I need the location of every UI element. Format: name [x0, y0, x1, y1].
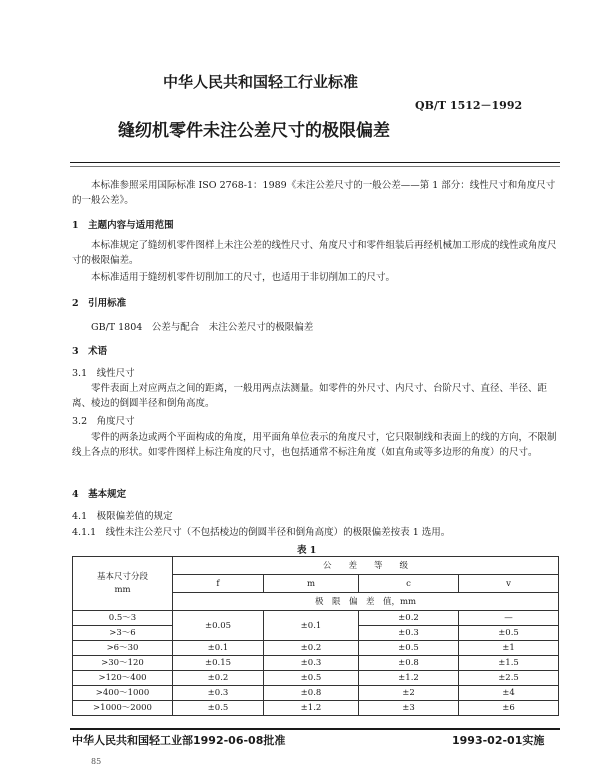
deviation-cell-v: ±1.5: [459, 656, 559, 671]
deviation-cell-c: ±0.5: [359, 641, 459, 656]
implementation-date: 1993-02-01实施: [452, 734, 545, 747]
deviation-cell-c: ±0.3: [359, 626, 459, 641]
tolerance-table: [72, 556, 559, 716]
size-range-header: [73, 557, 173, 611]
deviation-cell-f: ±0.05: [173, 611, 264, 641]
size-range-cell: >3～6: [73, 626, 173, 641]
subsection-4-1: 4.1 极限偏差值的规定: [72, 511, 173, 522]
footer-rule: [70, 728, 560, 730]
deviation-cell-f: ±0.2: [173, 671, 264, 686]
grade-c: c: [359, 575, 459, 593]
deviation-cell-m: ±0.2: [264, 641, 359, 656]
tolerance-grade-header: 公 差 等 级: [173, 557, 559, 575]
deviation-header: 极 限 偏 差 值，mm: [173, 593, 559, 611]
table-row: [73, 701, 559, 716]
issuing-authority: 中华人民共和国轻工行业标准: [163, 73, 359, 91]
deviation-cell-v: —: [459, 611, 559, 626]
subsection-4-1-1: 4.1.1 线性未注公差尺寸（不包括棱边的倒圆半径和倒角高度）的极限偏差按表 1 选用。: [72, 527, 451, 538]
table-row: [73, 656, 559, 671]
approval-line: 中华人民共和国轻工业部1992-06-08批准: [72, 734, 286, 747]
deviation-cell-v: ±6: [459, 701, 559, 716]
deviation-cell-m: ±0.5: [264, 671, 359, 686]
deviation-cell-v: ±0.5: [459, 626, 559, 641]
grade-v: v: [459, 575, 559, 593]
table-caption: 表 1: [297, 545, 317, 556]
deviation-cell-m: ±1.2: [264, 701, 359, 716]
deviation-cell-m: ±0.1: [264, 611, 359, 641]
term-1-heading: 3.1 线性尺寸: [72, 368, 135, 379]
deviation-cell-f: ±0.3: [173, 686, 264, 701]
reference-standard: GB/T 1804 公差与配合 未注公差尺寸的极限偏差: [91, 322, 314, 333]
deviation-cell-c: ±2: [359, 686, 459, 701]
size-range-header-label: 基本尺寸分段: [96, 571, 148, 582]
term-2-definition: 零件的两条边或两个平面构成的角度，用平面角单位表示的角度尺寸，它只限制线和表面上的线的方向，不限制线上各点的形状。如零件图样上标注角度的尺寸，也包括通常不标注角度（如直角或等多边形的角度）的尺寸。: [72, 432, 557, 458]
grade-f: f: [173, 575, 264, 593]
deviation-cell-v: ±2.5: [459, 671, 559, 686]
page-number: 85: [91, 757, 102, 766]
size-range-cell: 0.5～3: [73, 611, 173, 626]
table-row: [73, 671, 559, 686]
standard-code: QB/T 1512－1992: [415, 99, 523, 112]
size-range-header-unit: mm: [114, 584, 131, 595]
table-row: [73, 611, 559, 626]
table-row: [73, 686, 559, 701]
term-1-definition: 零件表面上对应两点之间的距离，一般用两点法测量。如零件的外尺寸、内尺寸、台阶尺寸、直径、半径、距离、棱边的倒圆半径和倒角高度。: [72, 383, 548, 409]
deviation-cell-m: ±0.8: [264, 686, 359, 701]
size-range-cell: >400～1000: [73, 686, 173, 701]
header-rule-thin: [70, 166, 560, 167]
deviation-cell-m: ±0.3: [264, 656, 359, 671]
intro-paragraph: 本标准参照采用国际标准 ISO 2768-1：1989《未注公差尺寸的一般公差——第 1 部分：线性尺寸和角度尺寸的一般公差》。: [72, 180, 556, 206]
deviation-cell-c: ±3: [359, 701, 459, 716]
size-range-cell: >6～30: [73, 641, 173, 656]
document-title: 缝纫机零件未注公差尺寸的极限偏差: [118, 121, 390, 141]
deviation-cell-c: ±0.8: [359, 656, 459, 671]
section-1-paragraph-1: 本标准规定了缝纫机零件图样上未注公差的线性尺寸、角度尺寸和零件组装后再经机械加工形成的线性或角度尺寸的极限偏差。: [72, 240, 557, 266]
deviation-cell-f: ±0.15: [173, 656, 264, 671]
section-1-heading: 1 主题内容与适用范围: [72, 220, 174, 231]
deviation-cell-c: ±0.2: [359, 611, 459, 626]
deviation-cell-c: ±1.2: [359, 671, 459, 686]
section-1-paragraph-2: 本标准适用于缝纫机零件切削加工的尺寸，也适用于非切削加工的尺寸。: [91, 272, 396, 283]
deviation-cell-f: ±0.5: [173, 701, 264, 716]
deviation-cell-f: ±0.1: [173, 641, 264, 656]
size-range-cell: >120～400: [73, 671, 173, 686]
size-range-cell: >30～120: [73, 656, 173, 671]
header-rule: [70, 162, 560, 163]
section-2-heading: 2 引用标准: [72, 298, 127, 309]
section-4-heading: 4 基本规定: [72, 489, 127, 500]
term-2-heading: 3.2 角度尺寸: [72, 416, 135, 427]
section-3-heading: 3 术语: [72, 346, 108, 357]
grade-m: m: [264, 575, 359, 593]
size-range-cell: >1000～2000: [73, 701, 173, 716]
table-row: [73, 641, 559, 656]
deviation-cell-v: ±1: [459, 641, 559, 656]
deviation-cell-v: ±4: [459, 686, 559, 701]
